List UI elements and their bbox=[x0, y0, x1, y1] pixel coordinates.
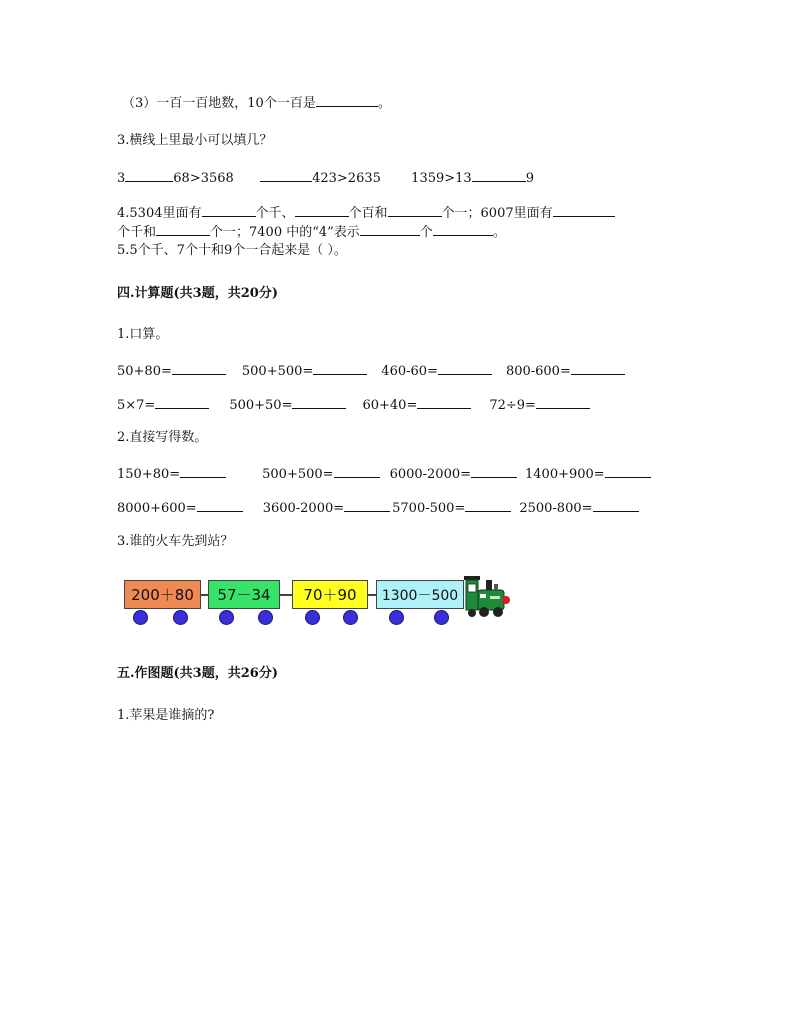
answer-blank[interactable] bbox=[292, 395, 346, 409]
answer-blank[interactable] bbox=[433, 222, 493, 236]
q3-item-2: 423>2635 bbox=[260, 171, 381, 186]
wheel bbox=[173, 610, 188, 625]
coupler bbox=[368, 594, 376, 596]
answer-blank[interactable] bbox=[172, 361, 226, 375]
calc1-row-1: 50+80= 500+500= 460-60= 800-600= bbox=[117, 361, 625, 381]
answer-blank[interactable] bbox=[417, 395, 471, 409]
q3-item-3: 1359>13 9 bbox=[411, 171, 534, 186]
answer-blank[interactable] bbox=[202, 203, 256, 217]
q3-part3-line bbox=[122, 93, 391, 113]
calc2-title: 2.直接写得数。 bbox=[117, 430, 208, 445]
wheel bbox=[133, 610, 148, 625]
train-car-4: 1300－500 bbox=[376, 580, 464, 609]
q4-line-2: 个千和 个一；7400 中的“4”表示 个 。 bbox=[117, 222, 506, 242]
q3-item-1: 3 68>3568 bbox=[117, 171, 234, 186]
answer-blank[interactable] bbox=[438, 361, 492, 375]
wheel bbox=[258, 610, 273, 625]
coupler bbox=[280, 594, 292, 596]
wheel bbox=[219, 610, 234, 625]
answer-blank[interactable] bbox=[334, 464, 380, 478]
answer-blank[interactable] bbox=[553, 203, 615, 217]
answer-blank[interactable] bbox=[156, 222, 210, 236]
train-car-1: 200＋80 bbox=[124, 580, 201, 609]
answer-blank[interactable] bbox=[593, 498, 639, 512]
answer-blank[interactable] bbox=[471, 464, 517, 478]
section-5-title: 五.作图题(共3题，共26分) bbox=[117, 666, 278, 681]
q3-items bbox=[117, 168, 534, 188]
answer-blank[interactable] bbox=[465, 498, 511, 512]
answer-blank[interactable] bbox=[571, 361, 625, 375]
section-4-title: 四.计算题(共3题，共20分) bbox=[117, 286, 278, 301]
q4-line-1: 4.5304里面有 个千、 个百和 个一；6007里面有 bbox=[117, 203, 615, 223]
q3-part3-prefix: （3）一百一百地数，10个一百是 bbox=[122, 96, 316, 111]
answer-blank[interactable] bbox=[155, 395, 209, 409]
coupler bbox=[201, 594, 208, 596]
calc1-title: 1.口算。 bbox=[117, 327, 169, 342]
answer-blank[interactable] bbox=[125, 168, 173, 182]
answer-blank[interactable] bbox=[295, 203, 349, 217]
wheel bbox=[343, 610, 358, 625]
wheel bbox=[305, 610, 320, 625]
answer-blank[interactable] bbox=[605, 464, 651, 478]
q5-text: 5.5个千、7个十和9个一合起来是（ ）。 bbox=[117, 243, 347, 258]
wheel bbox=[434, 610, 449, 625]
train-car-2: 57－34 bbox=[208, 580, 280, 609]
answer-blank[interactable] bbox=[536, 395, 590, 409]
draw1-title: 1.苹果是谁摘的? bbox=[117, 708, 215, 723]
calc3-title: 3.谁的火车先到站？ bbox=[117, 534, 234, 549]
answer-blank[interactable] bbox=[472, 168, 526, 182]
calc1-row-2: 5×7= 500+50= 60+40= 72÷9= bbox=[117, 395, 590, 415]
wheel bbox=[389, 610, 404, 625]
calc2-row-1: 150+80= 500+500= 6000-2000= 1400+900= bbox=[117, 464, 651, 484]
answer-blank[interactable] bbox=[313, 361, 367, 375]
calc2-row-2: 8000+600= 3600-2000= 5700-500= 2500-800= bbox=[117, 498, 639, 518]
q3-part3-suffix: 。 bbox=[377, 96, 391, 111]
answer-blank[interactable] bbox=[344, 498, 390, 512]
answer-blank[interactable] bbox=[197, 498, 243, 512]
locomotive-icon bbox=[462, 574, 512, 619]
q3-title: 3.横线上里最小可以填几？ bbox=[117, 133, 273, 148]
answer-blank[interactable] bbox=[260, 168, 312, 182]
answer-blank[interactable] bbox=[388, 203, 442, 217]
train-car-3: 70＋90 bbox=[292, 580, 368, 609]
answer-blank[interactable] bbox=[360, 222, 420, 236]
answer-blank[interactable] bbox=[180, 464, 226, 478]
answer-blank[interactable] bbox=[316, 93, 378, 107]
train-illustration bbox=[118, 574, 513, 626]
